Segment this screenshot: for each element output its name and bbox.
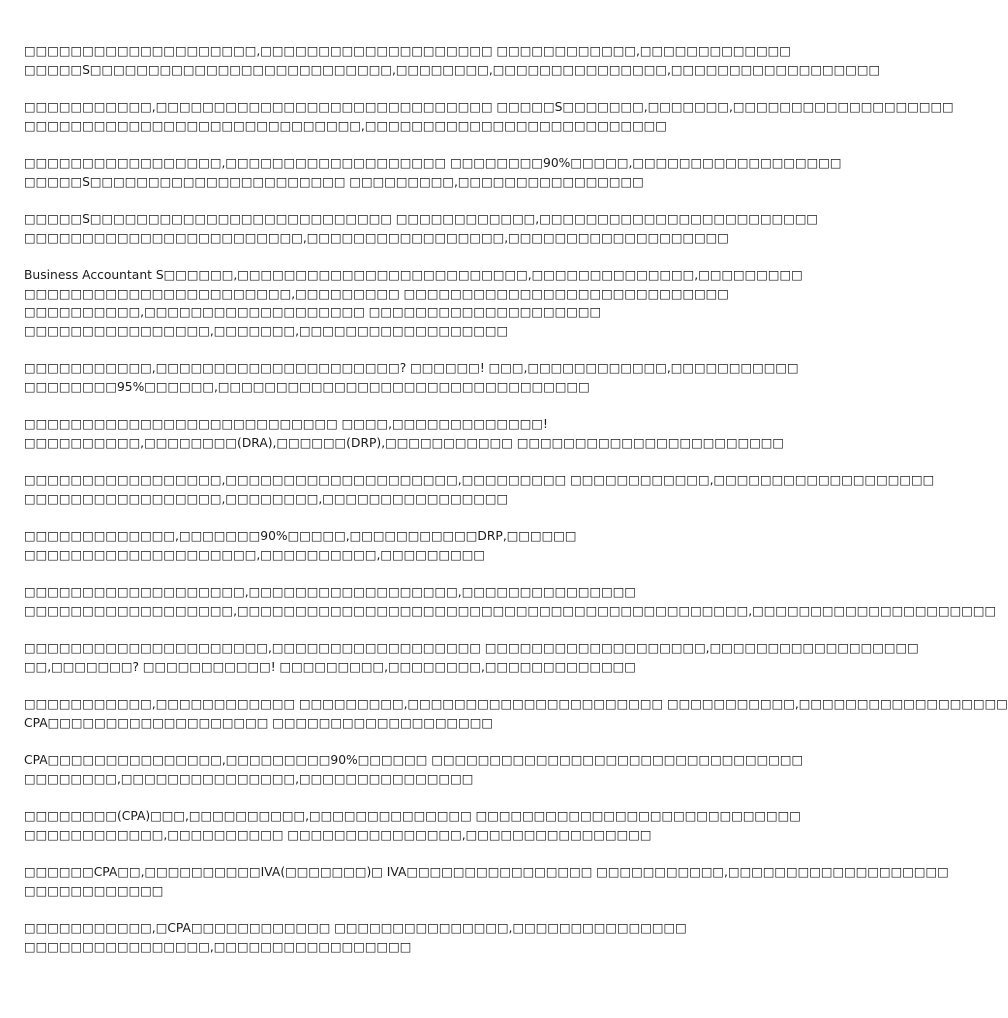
text-line: □□□□□□□□□□□,□□□□□□□□□□□□□□□□□□□□□□□□□□□□□ □□□□□S□□□□□□□,□□□□□□□,□□□□□□□□□□□□□□□□□□□ [24,100,954,114]
text-line: □□□□□□□□,□□□□□□□□□□□□□□□,□□□□□□□□□□□□□□□ [24,771,474,786]
text-line: □□□□□S□□□□□□□□□□□□□□□□□□□□□□□□□□ □□□□□□□□□□□□,□□□□□□□□□□□□□□□□□□□□□□□□ [24,212,819,226]
text-line: CPA□□□□□□□□□□□□□□□,□□□□□□□□□90%□□□□□□ □□□□□□□□□□□□□□□□□□□□□□□□□□□□□□□□ [24,753,804,767]
text-line: □□□□□□□□□□,□□□□□□□□(DRA),□□□□□□(DRP),□□□□□□□□□□□ □□□□□□□□□□□□□□□□□□□□□□□ [24,435,785,450]
paragraph-12 [24,695,1008,732]
text-line: □□□□□□□□□□□□□□□□□□□,□□□□□□□□□□□□□□□□□□,□□□□□□□□□□□□□□□ [24,585,636,599]
text-line: □□□□□□□□□□□□□□□□□□□□,□□□□□□□□□□□□□□□□□□□□ □□□□□□□□□□□□,□□□□□□□□□□□□□ [24,44,791,58]
paragraph-9 [24,527,696,564]
paragraph-11 [24,639,919,676]
text-line: □□□□□□□□□□□□□□□□□□□□,□□□□□□□□□□,□□□□□□□□□ [24,547,485,562]
text-line: □□,□□□□□□□? □□□□□□□□□□□! □□□□□□□□□,□□□□□□□□,□□□□□□□□□□□□□ [24,659,636,674]
paragraph-3 [24,154,842,191]
text-line: □□□□□□□□□□□□□□□□□□□□□□□,□□□□□□□□□ □□□□□□□□□□□□□□□□□□□□□□□□□□□□ [24,286,729,301]
paragraph-4 [24,210,819,247]
text-line: CPA□□□□□□□□□□□□□□□□□□□ □□□□□□□□□□□□□□□□□□□ [24,715,494,730]
text-line: □□□□□□□□□□□□□□□□□,□□□□□□□□,□□□□□□□□□□□□□□□□ [24,491,509,506]
paragraph-1 [24,42,881,79]
text-line: □□□□□□□□□□□□□□□□□,□□□□□□□□□□□□□□□□□□□ □□□□□□□□90%□□□□□,□□□□□□□□□□□□□□□□□□ [24,156,842,170]
text-line: □□□□□S□□□□□□□□□□□□□□□□□□□□□□ □□□□□□□□□,□□□□□□□□□□□□□□□□ [24,174,644,189]
text-line: □□□□□□□□□□□,□CPA□□□□□□□□□□□□ □□□□□□□□□□□□□□□,□□□□□□□□□□□□□□□ [24,921,687,935]
text-line: □□□□□□CPA□□,□□□□□□□□□□IVA(□□□□□□□)□ IVA□□□□□□□□□□□□□□□□ □□□□□□□□□□□,□□□□□□□□□□□□□□□□□□□ [24,865,949,879]
text-line: □□□□□□□□□□□□□□□□□□□□□□□□,□□□□□□□□□□□□□□□□□,□□□□□□□□□□□□□□□□□□□ [24,230,729,245]
paragraph-10 [24,583,997,620]
text-line: □□□□□□□□□□□□,□□□□□□□□□□ □□□□□□□□□□□□□□□,□□□□□□□□□□□□□□□□ [24,827,652,842]
text-line: □□□□□□□□□□□□□□□□□□□□□□□□□□□□□,□□□□□□□□□□□□□□□□□□□□□□□□□□ [24,118,667,133]
text-line: □□□□□□□□□□□□□□□□□□□□□□□□□□□ □□□□,□□□□□□□□□□□□□! [24,417,548,431]
text-line: □□□□□□□□95%□□□□□□,□□□□□□□□□□□□□□□□□□□□□□□□□□□□□□□□ [24,379,590,394]
text-line: □□□□□□□□□□□□□□□□□□□□□,□□□□□□□□□□□□□□□□□□ □□□□□□□□□□□□□□□□□□□,□□□□□□□□□□□□□□□□□□ [24,641,919,655]
text-line: □□□□□□□□□□□□□,□□□□□□□90%□□□□□,□□□□□□□□□□□DRP,□□□□□□ [24,529,577,543]
text-line: □□□□□□□□(CPA)□□□,□□□□□□□□□□,□□□□□□□□□□□□□□ □□□□□□□□□□□□□□□□□□□□□□□□□□□□ [24,809,801,823]
paragraph-5 [24,266,803,340]
paragraph-7 [24,415,785,452]
paragraph-2 [24,98,954,135]
paragraph-16 [24,919,696,956]
text-line: Business Accountant S□□□□□□,□□□□□□□□□□□□□□□□□□□□□□□□□,□□□□□□□□□□□□□□,□□□□□□□□□ [24,268,803,282]
text-line: □□□□□□□□□□□□□□□□,□□□□□□□,□□□□□□□□□□□□□□□□□□ [24,323,509,338]
text-line: □□□□□□□□□□□□□□□□,□□□□□□□□□□□□□□□□□ [24,939,412,954]
paragraph-14 [24,807,801,844]
paragraph-8 [24,471,935,508]
paragraph-6 [24,359,799,396]
text-line: □□□□□□□□□□,□□□□□□□□□□□□□□□□□□□ □□□□□□□□□□□□□□□□□□□□ [24,305,602,319]
paragraph-15 [24,863,949,900]
paragraph-13 [24,751,804,788]
text-line: □□□□□□□□□□□,□□□□□□□□□□□□ □□□□□□□□□,□□□□□□□□□□□□□□□□□□□□□□ □□□□□□□□□□□,□□□□□□□□□□□□□□□□□□ [24,697,1008,711]
text-line: □□□□□□□□□□□□□□□□□□,□□□□□□□□□□□□□□□□□□□□□□□□□□□□□□□□□□□□□□□□□□□□,□□□□□□□□□□□□□□□□□□□□□ [24,603,997,618]
text-line: □□□□□□□□□□□□ [24,883,164,898]
text-line: □□□□□S□□□□□□□□□□□□□□□□□□□□□□□□□□,□□□□□□□□,□□□□□□□□□□□□□□□,□□□□□□□□□□□□□□□□□□ [24,62,881,77]
text-line: □□□□□□□□□□□,□□□□□□□□□□□□□□□□□□□□□? □□□□□□! □□□,□□□□□□□□□□□□,□□□□□□□□□□□ [24,361,799,375]
text-line: □□□□□□□□□□□□□□□□□,□□□□□□□□□□□□□□□□□□□□,□□□□□□□□□ □□□□□□□□□□□□,□□□□□□□□□□□□□□□□□□□ [24,473,935,487]
document-body [24,42,1008,975]
